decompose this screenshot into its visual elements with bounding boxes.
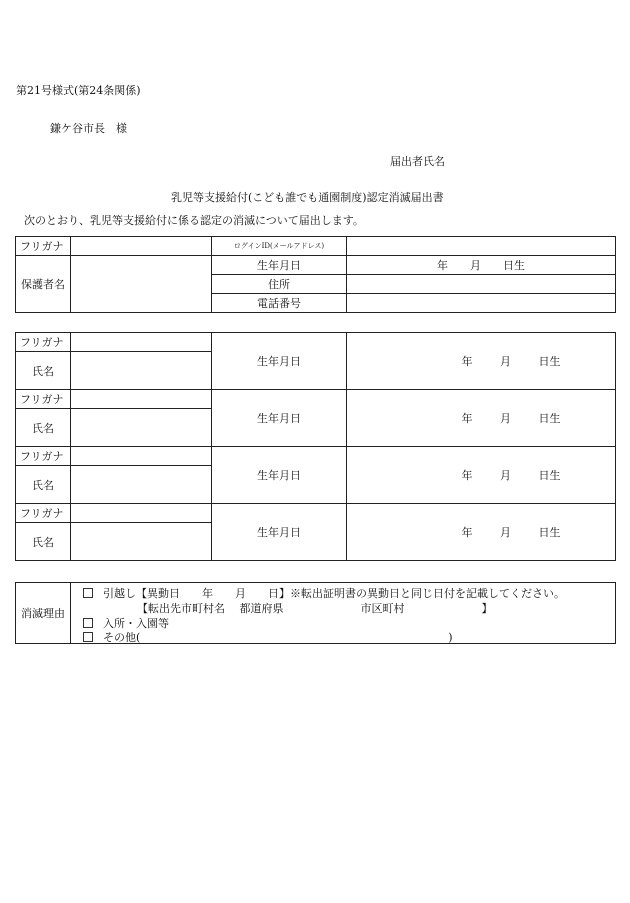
guardian-phone-field[interactable]: [347, 294, 616, 313]
month-label: 月: [500, 355, 511, 368]
child-name-label: 氏名: [16, 409, 71, 447]
checkbox-icon[interactable]: [83, 632, 93, 642]
reason-option-moving[interactable]: [83, 585, 565, 601]
year-label: 年: [461, 526, 473, 539]
login-id-field[interactable]: [347, 237, 616, 256]
reason-option-other-label: その他( ): [103, 631, 453, 644]
child-furigana-field[interactable]: [71, 504, 212, 523]
child-dob-field[interactable]: [347, 390, 616, 447]
child-name-label: 氏名: [16, 466, 71, 504]
child-furigana-field[interactable]: [71, 447, 212, 466]
checkbox-icon[interactable]: [83, 588, 93, 598]
child-furigana-label: フリガナ: [16, 390, 71, 409]
child-name-field[interactable]: [71, 466, 212, 504]
reason-option-other[interactable]: [83, 629, 453, 645]
reason-options: [71, 583, 616, 644]
child-name-field[interactable]: [71, 409, 212, 447]
month-label: 月: [500, 469, 511, 482]
child-dob-label: 生年月日: [212, 390, 347, 447]
reason-label: 消滅理由: [16, 583, 71, 644]
guardian-furigana-label: フリガナ: [16, 237, 71, 256]
child-name-label: 氏名: [16, 523, 71, 561]
document-title: 乳児等支援給付(こども誰でも通園制度)認定消滅届出書: [171, 191, 444, 204]
addressee: 鎌ケ谷市長 様: [50, 122, 127, 135]
reason-option-moving-destination: 【転出先市町村名 都道府県 市区町村 】: [137, 602, 493, 615]
guardian-address-field[interactable]: [347, 275, 616, 294]
day-label: 日生: [538, 526, 561, 539]
reason-option-admission-label: 入所・入園等: [103, 617, 169, 630]
child-furigana-label: フリガナ: [16, 333, 71, 352]
year-label: 年: [461, 469, 473, 482]
year-label: 年: [461, 412, 473, 425]
guardian-dob-label: 生年月日: [212, 256, 347, 275]
child-name-field[interactable]: [71, 352, 212, 390]
guardian-table: [15, 236, 616, 313]
child-name-label: 氏名: [16, 352, 71, 390]
guardian-furigana-field[interactable]: [71, 237, 212, 256]
month-label: 月: [500, 412, 511, 425]
day-label: 日生: [538, 355, 561, 368]
applicant-name-label: 届出者氏名: [390, 155, 445, 168]
child-furigana-field[interactable]: [71, 333, 212, 352]
intro-text: 次のとおり、乳児等支援給付に係る認定の消滅について届出します。: [24, 214, 364, 227]
guardian-dob-field[interactable]: 年 月 日生: [347, 256, 616, 275]
child-dob-label: 生年月日: [212, 504, 347, 561]
child-dob-field[interactable]: [347, 447, 616, 504]
guardian-name-label: 保護者名: [16, 256, 71, 313]
day-label: 日生: [538, 469, 561, 482]
guardian-phone-label: 電話番号: [212, 294, 347, 313]
checkbox-icon[interactable]: [83, 618, 93, 628]
day-label: 日生: [538, 412, 561, 425]
year-label: 年: [461, 355, 473, 368]
form-number: 第21号様式(第24条関係): [16, 84, 141, 97]
month-label: 月: [500, 526, 511, 539]
login-id-label: ログインID(メールアドレス): [212, 237, 347, 256]
guardian-address-label: 住所: [212, 275, 347, 294]
guardian-name-field[interactable]: [71, 256, 212, 313]
child-name-field[interactable]: [71, 523, 212, 561]
children-table: [15, 332, 616, 561]
child-dob-label: 生年月日: [212, 447, 347, 504]
child-furigana-label: フリガナ: [16, 447, 71, 466]
child-dob-label: 生年月日: [212, 333, 347, 390]
child-furigana-label: フリガナ: [16, 504, 71, 523]
child-dob-field[interactable]: [347, 333, 616, 390]
child-dob-field[interactable]: [347, 504, 616, 561]
reason-option-moving-label: 引越し【異動日 年 月 日】※転出証明書の異動日と同じ日付を記載してください。: [103, 587, 565, 600]
reason-table: [15, 582, 616, 644]
child-furigana-field[interactable]: [71, 390, 212, 409]
